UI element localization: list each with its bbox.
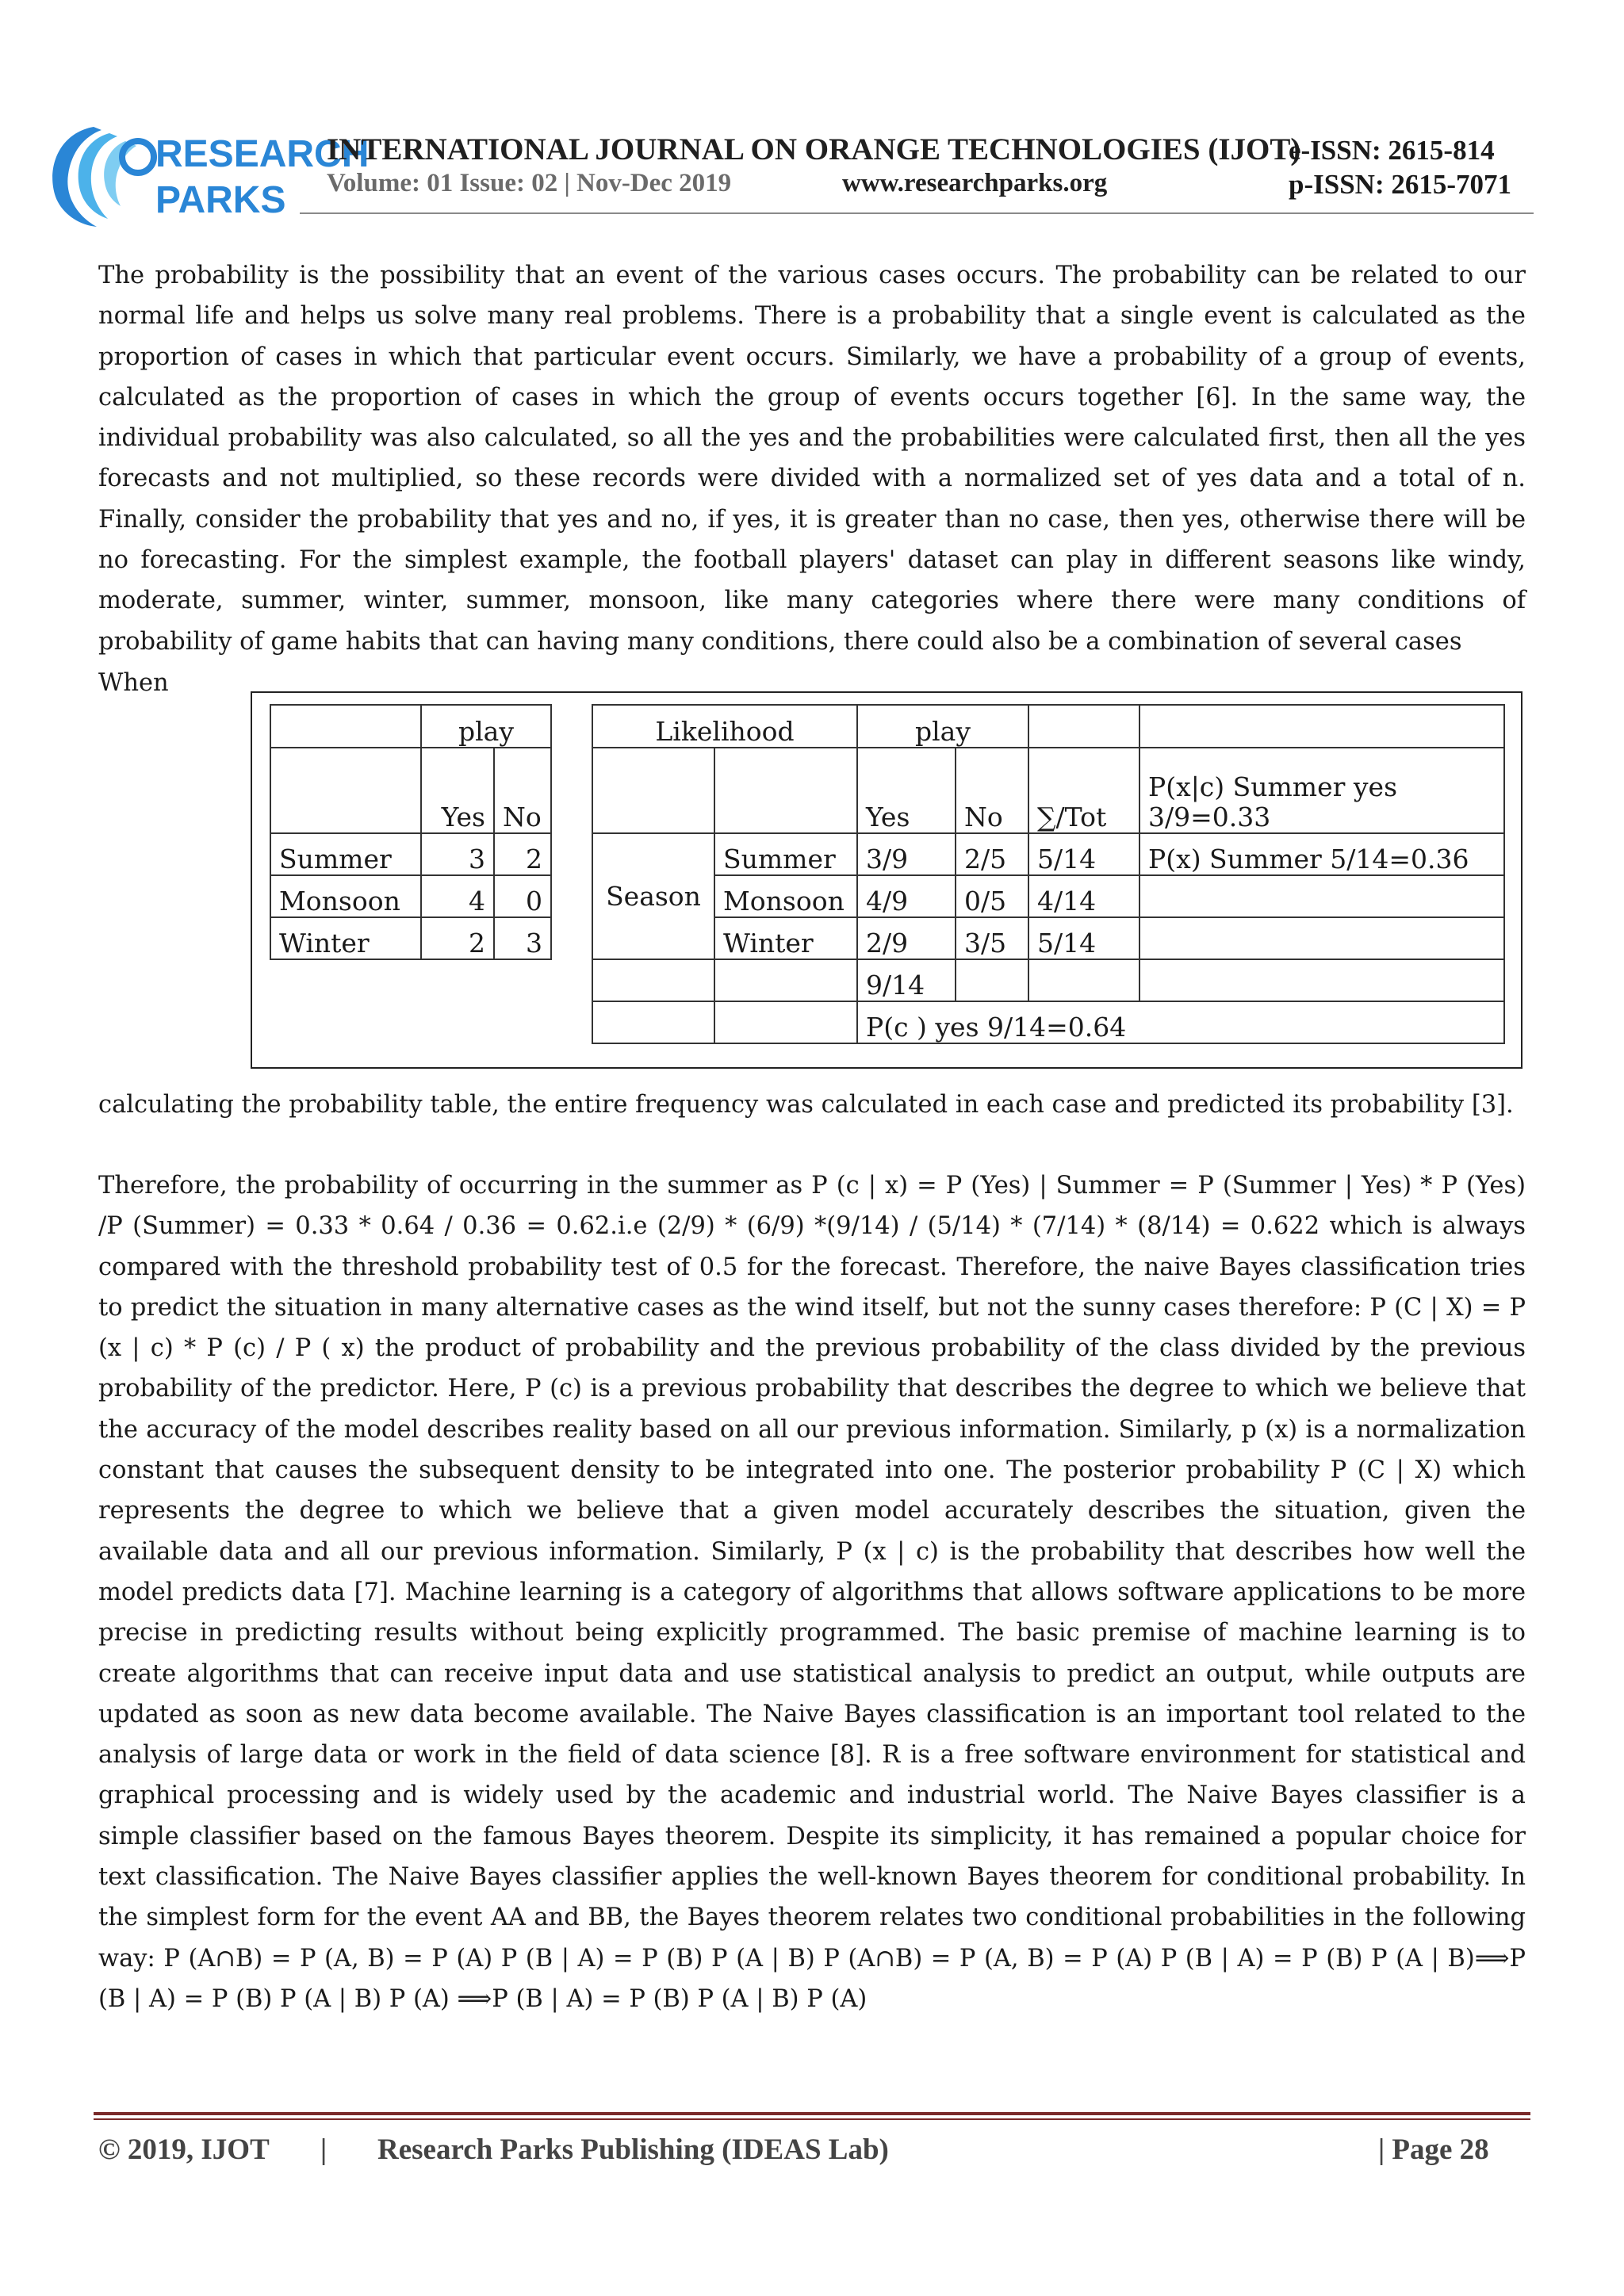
table-row <box>270 917 551 959</box>
cell-total: 4/14 <box>1028 875 1139 917</box>
note-header: P(x|c) Summer yes 3/9=0.33 <box>1139 748 1504 833</box>
footer-rule <box>94 2112 1530 2115</box>
cell-no: 2/5 <box>956 833 1028 875</box>
row-label: Monsoon <box>270 875 421 917</box>
cell-yes: 2/9 <box>857 917 956 959</box>
row-label: Summer <box>270 833 421 875</box>
footer-separator: | <box>320 2133 327 2166</box>
table-cell <box>1139 705 1504 748</box>
col-total: ∑/Tot <box>1028 748 1139 833</box>
table-row <box>592 748 1504 833</box>
footer-publisher: Research Parks Publishing (IDEAS Lab) <box>377 2133 889 2166</box>
table-cell <box>1139 959 1504 1001</box>
cell-no: 0/5 <box>956 875 1028 917</box>
paragraph-naive-bayes: Therefore, the probability of occurring in the summer as P (c | x) = P (Yes) | Summer = P (Summer | Yes) * P (Yes) /P (Summer) = 0.33 * 0.64 / 0.36 = 0.62.i.e (2/9) * (6/9) *(9/14) / (5/14) * (7/14) * (8/14) = 0.622 which is always compared with the threshold probability test of 0.5 for the forecast. Therefore, the naive Bayes classification tries to predict the situation in many alternative cases as the wind itself, but not the sunny cases therefore: P (C | X) = P (x | c) * P (c) / P ( x) the product of probability and the previous probability of the class divided by the previous probability of the predictor. Here, P (c) is a previous probability that describes the degree to which we believe that the accuracy of the model describes reality based on all our previous information. Similarly, p (x) is a normalization constant that causes the subsequent density to be integrated into one. The posterior probability P (C | X) which represents the degree to which we believe that a given model accurately describes the situation, given the available data and all our previous information. Similarly, P (x | c) is the probability that describes how well the model predicts data [7]. Machine learning is a category of algorithms that allows software applications to be more precise in predicting results without being explicitly programmed. The basic premise of machine learning is to create algorithms that can receive input data and use statistical analysis to predict an output, while outputs are updated as soon as new data become available. The Naive Bayes classification is an important tool related to the analysis of large data or work in the field of data science [8]. R is a free software environment for statistical and graphical processing and is widely used by the academic and industrial world. The Naive Bayes classifier is a simple classifier based on the famous Bayes theorem. Despite its simplicity, it has remained a popular choice for text classification. The Naive Bayes classifier applies the well-known Bayes theorem for conditional probability. In the simplest form for the event AA and BB, the Bayes theorem relates two conditional probabilities in the following way: P (A∩B) = P (A, B) = P (A) P (B | A) = P (B) P (A | B) P (A∩B) = P (A, B) = P (A) P (B | A) = P (B) P (A | B)⟹P (B | A) = P (B) P (A | B) P (A) ⟹P (B | A) = P (B) P (A | B) P (A) <box>98 1172 1526 2013</box>
cell-no: 0 <box>494 875 551 917</box>
cell-no: 3 <box>494 917 551 959</box>
cell-note <box>1139 917 1504 959</box>
header-rule <box>300 212 1534 214</box>
cell-note <box>1139 875 1504 917</box>
logo-text-parks: PARKS <box>155 179 286 221</box>
cell-yes: 2 <box>421 917 494 959</box>
table-cell <box>714 748 857 833</box>
cell-yes: 3 <box>421 833 494 875</box>
table-row <box>592 917 1504 959</box>
cell-note: P(x) Summer 5/14=0.36 <box>1139 833 1504 875</box>
col-yes: Yes <box>857 748 956 833</box>
cell-total: 5/14 <box>1028 917 1139 959</box>
paragraph-probability-table: calculating the probability table, the entire frequency was calculated in each case and predicted its probability [3]. <box>98 1091 1514 1119</box>
footer-copyright: © 2019, IJOT <box>98 2133 270 2166</box>
table-cell <box>592 748 714 833</box>
cell-yes: 4 <box>421 875 494 917</box>
table-cell <box>592 959 714 1001</box>
table-row <box>592 1001 1504 1043</box>
row-label: Winter <box>714 917 857 959</box>
footer-rule-thin <box>94 2118 1530 2120</box>
cell-no: 3/5 <box>956 917 1028 959</box>
paragraph-intro-tail: When <box>98 669 169 697</box>
research-parks-logo <box>44 119 370 230</box>
col-no: No <box>956 748 1028 833</box>
group-label-season: Season <box>592 833 714 959</box>
table-row <box>270 833 551 875</box>
cell-prior: P(c ) yes 9/14=0.64 <box>857 1001 1504 1043</box>
table-cell <box>956 959 1028 1001</box>
e-issn: e-ISSN: 2615-814 <box>1289 135 1495 166</box>
cell-yes: 4/9 <box>857 875 956 917</box>
row-label: Winter <box>270 917 421 959</box>
table-row <box>270 875 551 917</box>
frequency-table <box>270 704 552 960</box>
volume-issue: Volume: 01 Issue: 02 | Nov-Dec 2019 <box>327 169 732 197</box>
likelihood-table <box>592 704 1505 1044</box>
footer-page-number: | Page 28 <box>1378 2133 1489 2166</box>
table-cell <box>714 959 857 1001</box>
paragraph-intro: The probability is the possibility that an event of the various cases occurs. The probability can be related to our normal life and helps us solve many real problems. There is a probability that a single event is calculated as the proportion of cases in which that particular event occurs. Similarly, we have a probability of a group of events, calculated as the proportion of cases in which the group of events occurs together [6]. In the same way, the individual probability was also calculated, so all the yes and the probabilities were calculated first, then all the yes forecasts and not multiplied, so these records were divided with a normalized set of yes data and a total of n. Finally, consider the probability that yes and no, if yes, it is greater than no case, then yes, otherwise there will be no forecasting. For the simplest example, the football players' dataset can play in different seasons like windy, moderate, summer, winter, summer, monsoon, like many categories where there were many conditions of probability of game habits that can having many conditions, there could also be a combination of several cases <box>98 262 1526 656</box>
header-likelihood: Likelihood <box>592 705 857 748</box>
logo-text-research: RESEARCH <box>155 133 370 175</box>
row-label: Summer <box>714 833 857 875</box>
table-cell <box>1028 959 1139 1001</box>
website-link[interactable]: www.researchparks.org <box>842 169 1108 197</box>
journal-title: INTERNATIONAL JOURNAL ON ORANGE TECHNOLOGIES (IJOT) <box>327 132 1301 166</box>
cell-yes-total: 9/14 <box>857 959 956 1001</box>
table-cell <box>270 748 421 833</box>
cell-yes: 3/9 <box>857 833 956 875</box>
row-label: Monsoon <box>714 875 857 917</box>
table-cell <box>1028 705 1139 748</box>
logo-swirl-icon <box>52 127 154 227</box>
table-cell <box>714 1001 857 1043</box>
table-row <box>270 748 551 833</box>
table-cell <box>270 705 421 748</box>
table-row <box>592 705 1504 748</box>
table-row <box>592 959 1504 1001</box>
table-row <box>592 833 1504 875</box>
table-row <box>592 875 1504 917</box>
header-play: play <box>421 705 551 748</box>
table-cell <box>592 1001 714 1043</box>
header-play: play <box>857 705 1028 748</box>
p-issn: p-ISSN: 2615-7071 <box>1289 169 1512 200</box>
col-yes: Yes <box>421 748 494 833</box>
col-no: No <box>494 748 551 833</box>
cell-no: 2 <box>494 833 551 875</box>
table-row <box>270 705 551 748</box>
cell-total: 5/14 <box>1028 833 1139 875</box>
